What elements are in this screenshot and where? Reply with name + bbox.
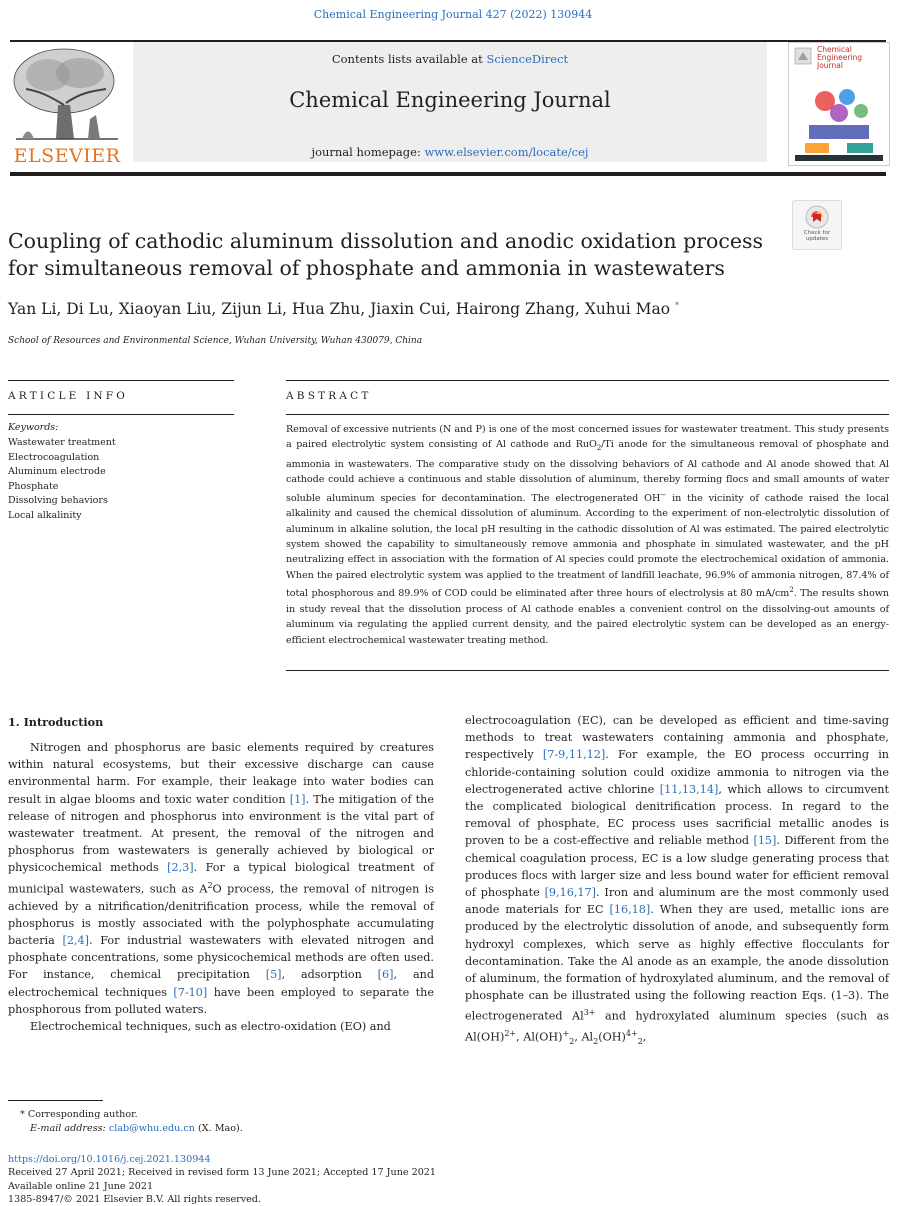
available-online: Available online 21 June 2021: [8, 1180, 154, 1192]
article-info-top-rule: [8, 380, 234, 381]
keyword-item: Wastewater treatment: [8, 437, 116, 448]
text: . When they are used, metallic ions are produced by the electrolytic dissolution of anode, and subsequently form hydroxyl complexes, which serve as highly effective flocculants for decontamination. Take the Al anode as an example, the anode dissolution of aluminum, the formation of hydroxylated aluminum, and the removal of phosphate can be illustrated using the following reaction Eqs. (1–3). The electrogenerated Al: [465, 903, 889, 1024]
abstract-sup-2: 2: [789, 586, 794, 595]
check-badge-line-2: updates: [805, 236, 829, 242]
footnote-star: *: [20, 1109, 25, 1120]
affiliation: School of Resources and Environmental Science, Wuhan University, Wuhan 430079, China: [8, 336, 423, 346]
text: , Al: [574, 1031, 594, 1045]
corresponding-author-note: [8, 1108, 243, 1122]
text: . The mitigation of the release of nitrogen and phosphorus into environment is the vital part of wastewater treatment. At present, the removal of the nitrogen and phosphorus from wastewaters is generally achieved by biological or physicochemical methods: [8, 792, 434, 875]
abstract-end-rule: [286, 670, 889, 671]
citation-link[interactable]: [7-9,11,12]: [542, 748, 606, 762]
intro-paragraph-1: [8, 739, 434, 1018]
superscript: 4+: [625, 1029, 638, 1039]
intro-paragraph-2: [8, 1018, 434, 1035]
publisher-wordmark: ELSEVIER: [13, 145, 121, 167]
email-label: E-mail address:: [30, 1123, 106, 1134]
citation-link[interactable]: [7-10]: [173, 985, 208, 999]
abstract-top-rule: [286, 380, 889, 381]
text: Electrochemical techniques, such as electro-oxidation (EO) and: [30, 1019, 391, 1033]
subscript: 2: [593, 1037, 599, 1047]
header-bottom-rule: [10, 172, 886, 176]
keyword-item: Dissolving behaviors: [8, 495, 108, 507]
check-for-updates-label: [793, 230, 841, 242]
body-right-column: [465, 712, 889, 1051]
corresponding-author-mark[interactable]: *: [675, 300, 680, 310]
article-footer: [8, 1153, 436, 1206]
text: O process, the removal of nitrogen is achieved by a nitrification/denitrification process, while the removal of phosphorus is mostly associated with the polyphosphate accumulating bacteria: [8, 882, 434, 947]
abstract-part-4: . The results shown in study reveal that the dissolution process of Al cathode enables a convenient control on the dissolving-out amounts of aluminum via regulating the applied current density, and the paired electrolytic system can be developed as an energy-efficient electrochemical wastewater treating method.: [286, 588, 889, 646]
citation-link[interactable]: [6]: [377, 968, 394, 982]
contents-available-line: [133, 52, 767, 66]
introduction-heading: 1. Introduction: [8, 715, 104, 729]
abstract-part-2: /Ti anode for the simultaneous removal of phosphate and ammonia in wastewaters. The comparative study on the dissolving behaviors of Al cathode and Al anode showed that Al cathode could achieve a continuous and stable dissolution of aluminum, thereby forming flocs and small amounts of water soluble aluminum species for decontamination. The electrogenerated OH: [286, 439, 889, 504]
journal-homepage-line: [133, 145, 767, 159]
keywords-label: Keywords:: [8, 422, 59, 433]
text: . Different from the chemical coagulation process, EC is a low sludge generating process that produces flocs with larger size and less bound water for efficient removal of phosphate: [465, 834, 889, 900]
subscript: 2: [637, 1037, 643, 1047]
text: , which allows to circumvent the complicated biological denitrification process. In regard to the removal of phosphate, EC process uses sacrificial metallic anodes is proven to be a cost-effective and reliable method: [465, 782, 889, 848]
abstract-heading: ABSTRACT: [286, 390, 372, 402]
elsevier-tree-icon: [8, 45, 126, 143]
intro-paragraph-2-continued: [465, 712, 889, 1051]
article-info-bottom-rule: [8, 414, 234, 415]
journal-cover-thumbnail[interactable]: [788, 42, 890, 166]
author-list: [8, 300, 868, 318]
abstract-text: [286, 422, 889, 648]
cover-title-line-2: Engineering: [817, 53, 862, 62]
keyword-item: Aluminum electrode: [8, 466, 106, 478]
journal-citation[interactable]: Chemical Engineering Journal 427 (2022) 130944: [313, 8, 593, 21]
check-for-updates-icon: [805, 205, 829, 229]
email-suffix: (X. Mao).: [194, 1123, 243, 1134]
article-info-heading: ARTICLE INFO: [8, 390, 129, 402]
cover-graphic-icon: [795, 83, 883, 161]
abstract-sup-minus: −: [660, 490, 667, 499]
check-for-updates-badge[interactable]: [792, 200, 842, 250]
citation-link[interactable]: [15]: [753, 834, 777, 848]
superscript: 3+: [583, 1008, 596, 1018]
article-title-line-2: for simultaneous removal of phosphate and ammonia in wastewaters: [8, 256, 725, 280]
text: have been employed to separate the phosphorous from polluted waters.: [8, 985, 434, 1016]
check-badge-line-1: Check for: [803, 230, 831, 236]
superscript: 2+: [504, 1029, 517, 1039]
text: Nitrogen and phosphorus are basic elements required by creatures within natural ecosystems, but their excessive discharge can cause environmental harm. For example, their leakage into water bodies can result in algae blooms and toxic water condition: [8, 741, 434, 806]
text: (OH): [598, 1031, 626, 1045]
text: , adsorption: [281, 968, 378, 982]
doi-link[interactable]: https://doi.org/10.1016/j.cej.2021.130944: [8, 1154, 211, 1165]
journal-title: Chemical Engineering Journal: [289, 88, 611, 112]
superscript: 2: [207, 880, 213, 890]
body-left-column: [8, 739, 434, 1035]
keywords-list: [8, 436, 116, 524]
sciencedirect-link[interactable]: ScienceDirect: [486, 52, 569, 66]
corresponding-author-text: Corresponding author.: [27, 1109, 138, 1120]
cover-title-line-3: Journal: [817, 61, 843, 70]
email-link[interactable]: clab@whu.edu.cn: [108, 1123, 195, 1134]
citation-link[interactable]: [2,4]: [62, 933, 90, 947]
contents-prefix: Contents lists available at: [331, 52, 487, 66]
text: . For a typical biological treatment of municipal wastewaters, such as A: [8, 861, 434, 896]
email-note: [8, 1122, 243, 1136]
abstract-sub-2: 2: [596, 444, 602, 453]
citation-link[interactable]: [9,16,17]: [544, 886, 596, 900]
abstract-bottom-rule: [286, 414, 889, 415]
citation-link[interactable]: [11,13,14]: [659, 782, 719, 796]
text: . For example, the EO process occurring in chloride-containing solution could oxidize ammonia to nitrogen via the electrogenerated active chlorine: [465, 748, 890, 796]
text: electrocoagulation (EC), can be developed as efficient and time-saving methods to treat wastewaters containing ammonia and phosphate, respectively: [465, 714, 889, 762]
keyword-item: Local alkalinity: [8, 509, 82, 521]
homepage-prefix: journal homepage:: [311, 145, 425, 159]
text: ,: [642, 1031, 647, 1045]
text: , Al(OH): [516, 1031, 563, 1045]
journal-homepage-link[interactable]: www.elsevier.com/locate/cej: [424, 145, 589, 159]
cover-logo-icon: [793, 46, 813, 66]
abstract-part-1: Removal of excessive nutrients (N and P) is one of the most concerned issues for wastewater treatment. This study presents a paired electrolytic system consisting of Al cathode and RuO: [286, 424, 889, 451]
article-title-line-1: Coupling of cathodic aluminum dissolution and anodic oxidation process: [8, 229, 764, 253]
received-dates: Received 27 April 2021; Received in revised form 13 June 2021; Accepted 17 June 2021: [8, 1167, 437, 1179]
text: . For industrial wastewaters with elevated nitrogen and phosphate concentrations, some physicochemical methods are often used. For instance, chemical precipitation: [8, 933, 434, 982]
keyword-item: Phosphate: [8, 480, 59, 492]
footnotes: [8, 1108, 243, 1136]
abstract-part-3: in the vicinity of cathode raised the local alkalinity and caused the chemical dissolution of aluminum. According to the experiment of non-electrolytic dissolution of aluminum in alkaline solution, the local pH resulting in the cathodic dissolution of Al was estimated. The paired electrolytic system showed the capability to simultaneously remove ammonia and phosphate in simulated wastewater, and the pH neutralizing effect in association with the formation of Al species could promote the electrochemical oxidation of ammonia. When the paired electrolytic system was applied to the treatment of landfill leachate, 96.9% of ammonia nitrogen, 87.4% of total phosphorous and 89.9% of COD could be eliminated after three hours of electrolysis at 80 mA/cm: [286, 492, 889, 600]
article-title: [8, 228, 788, 282]
text: , and electrochemical techniques: [8, 968, 434, 999]
text: and hydroxylated aluminum species (such as Al(OH): [465, 1010, 889, 1045]
subscript: 2: [569, 1037, 575, 1047]
superscript: +: [562, 1029, 570, 1039]
citation-link[interactable]: [5]: [265, 968, 282, 982]
cover-title-line-1: Chemical: [817, 45, 852, 54]
keyword-item: Electrocoagulation: [8, 451, 100, 463]
citation-link[interactable]: [1]: [289, 792, 306, 806]
citation-link[interactable]: [2,3]: [167, 861, 194, 875]
author-names[interactable]: Yan Li, Di Lu, Xiaoyan Liu, Zijun Li, Hua Zhu, Jiaxin Cui, Hairong Zhang, Xuhui Mao: [8, 300, 671, 318]
text: . Iron and aluminum are the most commonly used anode materials for EC: [465, 886, 889, 917]
copyright: 1385-8947/© 2021 Elsevier B.V. All rights reserved.: [8, 1193, 261, 1205]
cover-title: [817, 46, 862, 70]
citation-link[interactable]: [16,18]: [609, 903, 651, 917]
footnote-rule: [8, 1100, 103, 1101]
